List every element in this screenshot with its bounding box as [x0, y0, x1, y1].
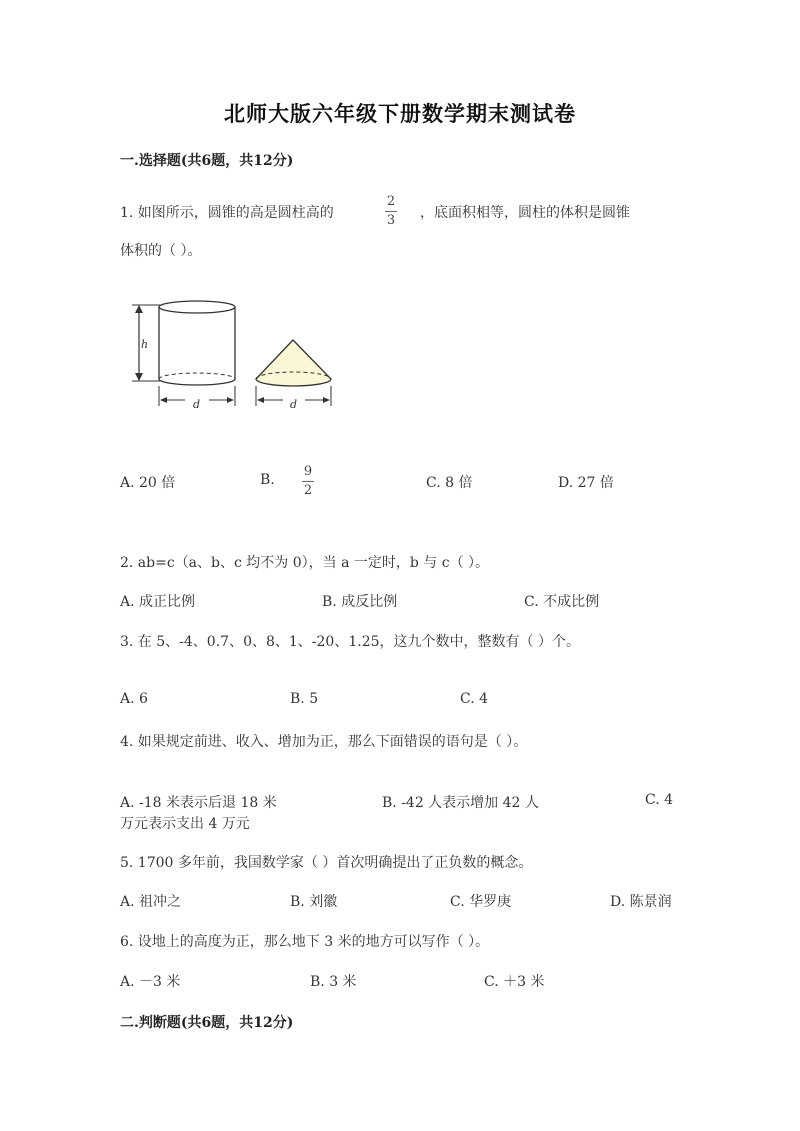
question-2-option-a: A. 成正比例: [120, 594, 196, 610]
section-heading-choice: 一.选择题(共6题，共12分): [120, 153, 294, 169]
cylinder-diameter-arrow-right: [227, 397, 234, 403]
cone-body: [256, 340, 331, 386]
question-5-option-b: B. 刘徽: [290, 894, 338, 910]
cone-diameter-arrow-left: [257, 397, 264, 403]
question-6-option-b: B. 3 米: [310, 974, 357, 990]
question-1-option-b: B.: [260, 472, 275, 488]
fraction-numerator: 9: [303, 464, 313, 479]
question-1-text-line2: 体积的（ ）。: [120, 243, 202, 259]
section-heading-judgement: 二.判断题(共6题，共12分): [120, 1015, 294, 1031]
cylinder-top: [159, 301, 235, 313]
question-4-option-c-continued: 万元表示支出 4 万元: [120, 816, 250, 832]
cylinder-diameter-arrow-left: [160, 397, 167, 403]
question-5-option-a: A. 祖冲之: [120, 894, 182, 910]
question-2-option-b: B. 成反比例: [322, 594, 398, 610]
question-1-option-d: D. 27 倍: [558, 475, 614, 491]
question-6-option-a: A. －3 米: [120, 974, 181, 990]
question-6-text: 6. 设地上的高度为正，那么地下 3 米的地方可以写作（ ）。: [120, 934, 490, 950]
fraction-denominator: 3: [386, 213, 396, 228]
fraction-bar: [302, 481, 314, 482]
fraction-denominator: 2: [303, 483, 313, 498]
question-2-option-c: C. 不成比例: [524, 594, 600, 610]
height-arrow-head-bottom: [135, 373, 143, 381]
question-1-option-c: C. 8 倍: [426, 475, 473, 491]
height-arrow-head-top: [135, 305, 143, 313]
question-5-text: 5. 1700 多年前，我国数学家（ ）首次明确提出了正负数的概念。: [120, 855, 533, 871]
question-3-option-a: A. 6: [120, 691, 148, 707]
question-1-text: 1. 如图所示，圆锥的高是圆柱高的: [120, 205, 334, 221]
question-4-option-b: B. -42 人表示增加 42 人: [382, 795, 539, 811]
question-5-option-c: C. 华罗庚: [450, 894, 512, 910]
question-3-option-b: B. 5: [290, 691, 319, 707]
question-4-option-c: C. 4: [645, 792, 674, 808]
question-1-option-b-fraction: [302, 465, 314, 498]
question-1-fraction: [385, 195, 397, 228]
fraction-bar: [385, 211, 397, 212]
question-4-text: 4. 如果规定前进、收入、增加为正，那么下面错误的语句是（ ）。: [120, 734, 528, 750]
height-label: h: [141, 338, 149, 351]
question-3-text: 3. 在 5、-4、0.7、0、8、1、-20、1.25，这九个数中，整数有（ ）个。: [120, 634, 580, 650]
question-2-text: 2. ab=c（a、b、c 均不为 0），当 a 一定时，b 与 c（ ）。: [120, 555, 490, 571]
question-4-option-a: A. -18 米表示后退 18 米: [120, 795, 277, 811]
question-3-option-c: C. 4: [460, 691, 489, 707]
question-5-option-d: D. 陈景润: [610, 894, 672, 910]
cylinder-diameter-label: d: [193, 398, 201, 411]
page-title: 北师大版六年级下册数学期末测试卷: [224, 101, 576, 126]
question-1-option-a: A. 20 倍: [120, 475, 176, 491]
cone-diameter-arrow-right: [323, 397, 330, 403]
cone-diameter-label: d: [290, 398, 298, 411]
question-1-text-continued: ，底面积相等，圆柱的体积是圆锥: [420, 205, 630, 221]
cylinder-bottom-front: [159, 379, 235, 385]
question-6-option-c: C. ＋3 米: [484, 974, 545, 990]
cylinder-bottom-back: [159, 373, 235, 379]
cylinder-cone-figure: [125, 296, 345, 416]
fraction-numerator: 2: [386, 194, 396, 209]
